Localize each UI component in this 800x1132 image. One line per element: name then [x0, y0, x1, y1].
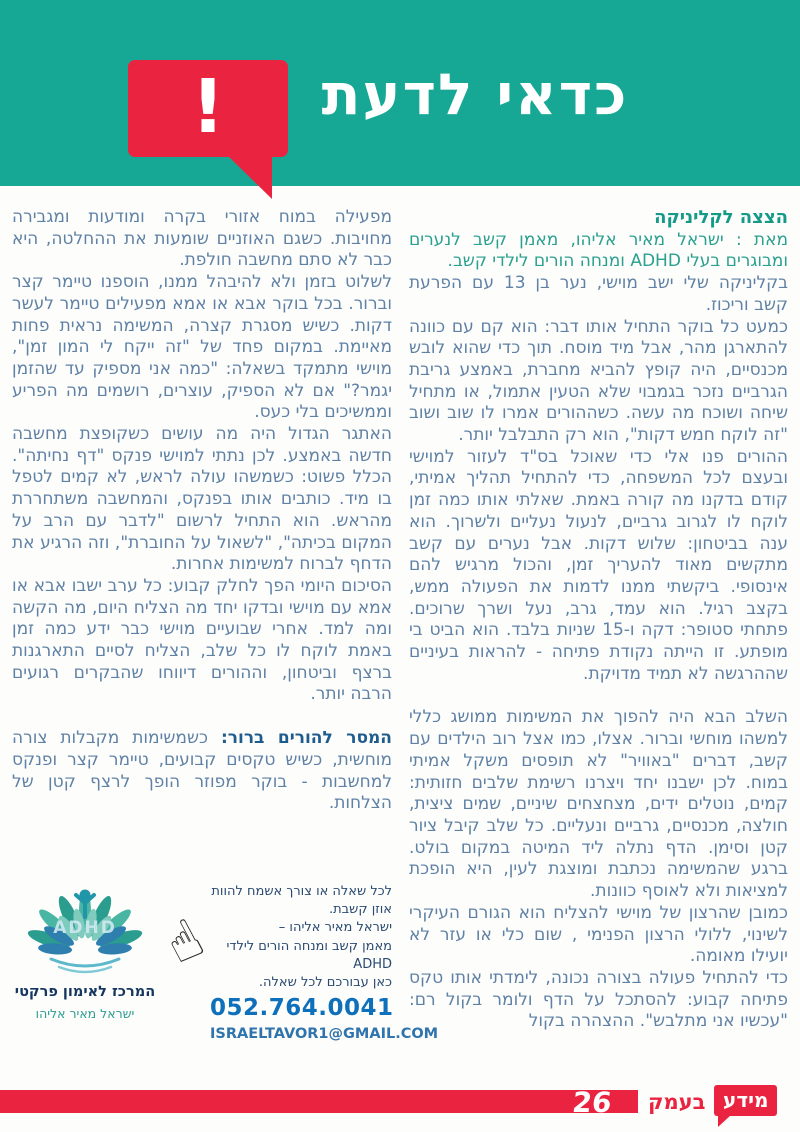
footer	[0, 1084, 800, 1132]
email-address[interactable]: ISRAELTAVOR1@GMAIL.COM	[210, 1026, 439, 1043]
brand-bubble-tail	[718, 1115, 731, 1127]
page-number: 26	[570, 1086, 614, 1119]
paragraph: השלב הבא היה להפוך את המשימות ממושג כללי למשהו מוחשי וברור. אצלו, כמו אצל רוב הילדים עם קשב, דברים "באוויר" לא תופסים משקל אמיתי במוח. לכן ישבנו יחד ויצרנו רשימת שלבים חזותית: קמים, נוטלים ידים, מצחצחים שיניים, שמים ציצית, חולצה, מכנסיים, גרביים ונעליים. כל שלב קיבל ציור קטן וסימן. הדף נתלה ליד המיטה במקום בולט. ברגע שהמשימה נכתבת ומוצגת לעין, היא הופכת למציאות ולא לאוסף כוונות.	[409, 707, 788, 902]
contact-line: ישראל מאיר אליהו –	[278, 920, 392, 936]
paragraph: ההורים פנו אלי כדי שאוכל בס"ד לעזור למוישי ובעצם לכל המשפחה, כדי להתחיל תהליך אמיתי, קודם בדקנו מה קורה באמת. שאלתי אותו כמה זמן לוקח לו לגרוב גרביים, לנעול נעליים ולשרוך. הוא ענה בביטחון: שלוש דקות. אבל נערים עם קשב מתקשים מאוד להעריך זמן, והכול מרגיש להם אינסופי. ביקשתי ממנו לדמות את הפעולה ממש, בקצב רגיל. הוא עמד, גרב, נעל ושרך שרוכים. פתחתי סטופר: דקה ו-15 שניות בלבד. הוא הביט בי מופתע. זו הייתה נקודת פתיחה - להראות בעיניים שההרגשה לא תמיד מדויקת.	[409, 446, 788, 684]
paragraph: האתגר הגדול היה מה עושים כשקופצת מחשבה חדשה באמצע. לכן נתתי למוישי פנקס "דף נחיתה". הכלל פשוט: כשמשהו עולה לראש, לא קמים לטפל בו מיד. כותבים אותו בפנקס, והמחשבה משתחררת מהראש. הוא התחיל לרשום "לדבר עם הרב על המקום בכיתה", "לשאול על החוברת", וזה הרגיע את הדחף לברוח למשימות אחרות.	[12, 424, 392, 575]
paragraph: הסיכום היומי הפך לחלק קבוע: כל ערב ישבו אבא או אמא עם מוישי ובדקו יחד מה הצליח היום, מה הקשה ומה למד. אחרי שבועיים מוישי כבר ידע כמה זמן באמת לוקח לו כל שלב, הצליח לסיים התארגנות ברצף וביטחון, וההורים דיווחו שהבקרים רגועים הרבה יותר.	[12, 575, 392, 705]
speech-bubble-tail	[228, 156, 272, 199]
paragraph: בקליניקה שלי ישב מוישי, נער בן 13 עם הפרעת קשב וריכוז.	[409, 273, 788, 315]
contact-block	[12, 883, 439, 1045]
exclamation-mark: !	[191, 64, 225, 150]
exclamation-speech-bubble-icon	[128, 60, 288, 157]
paragraph: כמעט כל בוקר התחיל אותו דבר: הוא קם עם כוונה להתארגן מהר, אבל מיד מוסח. תוך כדי שהוא לובש מכנסיים, היה קופץ להביא מחברת, באמצע גריבת הגרביים נזכר בגמבוי שלא הטעין אתמול, או מתחיל שיחה ושוכח מה עשה. כשההורים אמרו לו שוב ושוב "זה לוקח חמש דקות", הוא רק התבלבל יותר.	[409, 316, 788, 446]
contact-line: כאן עבורכם לכל שאלה.	[258, 974, 392, 990]
article-column-left	[12, 207, 439, 1045]
article-column-right	[409, 207, 788, 1045]
pointing-hand-icon: ☝	[154, 905, 214, 978]
takeaway-text: כשמשימות מקבלות צורה מוחשית, כשיש טקסים קבועים, טיימר קצר ופנקס למחשבות - בוקר מפוזר הופך לרצף קטן של הצלחות.	[12, 728, 392, 814]
contact-details	[210, 883, 439, 1045]
header-band	[0, 0, 800, 186]
section-logo-title: כדאי לדעת	[321, 62, 629, 128]
brand-word-bubble: מידע	[714, 1085, 777, 1116]
paragraph: לשלוט בזמן ולא להיבהל ממנו, הוספנו טיימר קצר וברור. בכל בוקר אבא או אמא מפעילים טיימר לעשר דקות. כשיש מסגרת קצרה, המשימה נראית פחות מאיימת. במקום פחד של "זה ייקח לי המון זמן", מוישי מתמקד בשאלה: "כמה אני מספיק עד שהזמן יגמר?" אם לא הספיק, עוצרים, רושמים מה הפריע וממשיכים בלי כעס.	[12, 272, 392, 423]
leaf-fan-logo-graphic	[26, 883, 144, 975]
contact-line: לכל שאלה או צורך אשמח להוות אוזן קשבת.	[211, 883, 392, 918]
contact-line: מאמן קשב ומנחה הורים לילדי ADHD	[226, 938, 392, 972]
footer-red-band	[0, 1090, 638, 1113]
phone-number[interactable]: 052.764.0041	[210, 995, 394, 1022]
article-byline: מאת : ישראל מאיר אליהו, מאמן קשב לנערים ומבוגרים בעלי ADHD ומנחה הורים לילדי קשב.	[409, 229, 788, 272]
paragraph: מפעילה במוח אזורי בקרה ומודעות ומגבירה מחויבות. כשגם האוזניים שומעות את ההחלטה, היא כבר לא סתם מחשבה חולפת.	[12, 207, 392, 271]
paragraph: כדי להתחיל פעולה בצורה נכונה, לימדתי אותו טקס פתיחה קבוע: להסתכל על הדף ולומר בקול רם: "עכשיו אני מתלבש". ההצהרה בקול	[409, 967, 788, 1032]
takeaway-paragraph	[12, 728, 392, 815]
coach-name: ישראל מאיר אליהו	[35, 1006, 135, 1022]
takeaway-label: המסר להורים ברור:	[220, 728, 392, 749]
adhd-center-logo	[12, 883, 158, 1025]
brand-word-outside: בעמק	[648, 1090, 706, 1114]
article-title: הצצה לקליניקה	[654, 207, 788, 228]
organization-name: המרכז לאימון פרקטי	[14, 983, 156, 1000]
paragraph: כמובן שהרצון של מוישי להצליח הוא הגורם העיקרי לשינוי, ללולי הרצון הפנימי , שום כלי או עזר לא יועילו מאומה.	[409, 902, 788, 967]
article-columns	[12, 207, 788, 1045]
logo-acronym-svg-text: ADHD	[53, 917, 117, 938]
